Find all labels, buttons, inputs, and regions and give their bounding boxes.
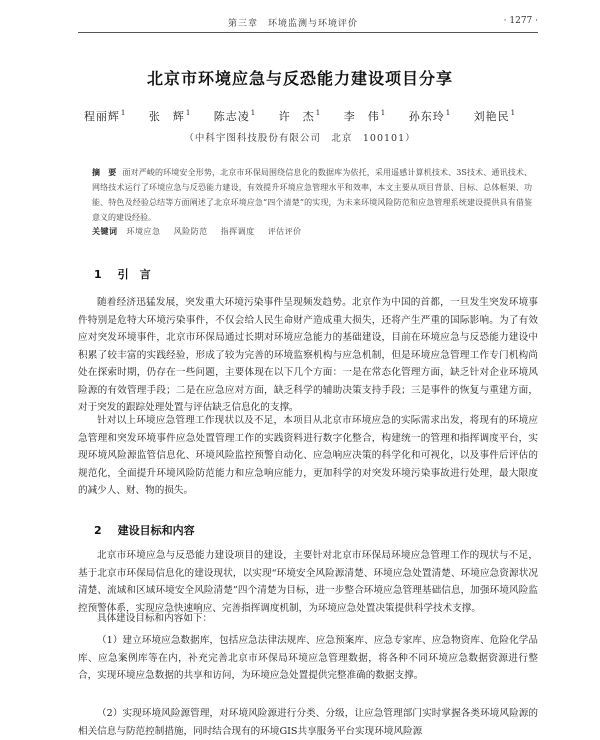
author-name: 孙东玲 — [408, 110, 445, 123]
keyword: 环境应急 — [126, 227, 161, 236]
affiliation: （中科宇图科技股份有限公司 北京 100101） — [184, 133, 416, 144]
author-affiliation-mark: 1 — [445, 109, 452, 118]
section-title: 建设目标和内容 — [117, 524, 195, 537]
author — [149, 110, 191, 123]
abstract-text: 面对严峻的环境安全形势，北京市环保局围绕信息化的数据库为依托，采用遥感计算机技术、3S技术、通讯技术、网络技术运行了环境应急与反恐能力建设，有效提升环境应急管理水平和效率，本文主要从项目背景、目标、总体框架、功能、特色及经验总结等方面阐述了北京环境应急“四个清楚”的实现，为未来环境风险防范和应急管理系统建设提供具有借鉴意义的建设经验。 — [92, 168, 532, 222]
author-affiliation-mark: 1 — [380, 109, 387, 118]
keyword: 风险防范 — [173, 227, 208, 236]
page-number: · 1277 · — [503, 16, 538, 26]
keyword: 评估评价 — [267, 227, 302, 236]
author-name: 程丽辉 — [83, 110, 120, 123]
abstract-label: 摘 要 — [92, 167, 117, 177]
section-heading-introduction — [94, 266, 151, 282]
section-number: 2 — [94, 524, 102, 537]
author — [344, 110, 386, 123]
running-header — [78, 14, 538, 33]
body-paragraph: 随着经济迅猛发展，突发重大环境污染事件呈现频发趋势。北京作为中国的首都，一旦发生突发环境事件特别是危特大环境污染事件，不仅会给人民生命财产造成重大损失，还将产生严重的国际影响。为了有效应对突发环境事件，北京市环保局通过长期对环境应急能力的基础建设，目前在环境应急与反恐能力建设中积累了较丰富的实践经验，形成了较为完善的环境监察机构与应急机制，但是环境应急管理工作专门机构尚处在探索时期，仍存在一些问题，主要体现在以下几个方面：一是在常态化管理方面，缺乏针对企业环境风险源的有效管理手段；二是在应急应对方面，缺乏科学的辅助决策支持手段；三是事件的恢复与重建方面，对于突发的跟踪处理处置与评估缺乏信息化的支撑。 — [78, 297, 538, 413]
author-name: 许 杰 — [278, 110, 315, 123]
author-list — [0, 108, 600, 124]
abstract — [92, 165, 532, 225]
author-affiliation-mark: 1 — [250, 109, 257, 118]
author — [214, 110, 256, 123]
keywords-label: 关键词 — [92, 226, 118, 236]
section-heading-goals — [94, 522, 195, 538]
author — [474, 110, 516, 123]
section-number: 1 — [94, 268, 102, 281]
body-paragraph: 北京市环境应急与反恐能力建设项目的建设，主要针对北京市环保局环境应急管理工作的现状与不足，基于北京市环保局信息化的建设现状，以实现“环境安全风险源清楚、环境应急处置清楚、环境应急资源状况清楚、流域和区域环境安全风险清楚”四个清楚为目标，进一步整合环境应急管理基础信息，加强环境风险监控预警体系，实现应急快速响应、完善指挥调度机制，为环境应急处置决策提供科学技术支撑。 — [78, 550, 538, 614]
keyword: 指挥调度 — [220, 227, 255, 236]
body-paragraph: （1）建立环境应急数据库，包括应急法律法规库、应急预案库、应急专家库、应急物资库、危险化学品库、应急案例库等在内，补充完善北京市环保局环境应急管理数据，将各种不同环境应急数据资源进行整合，实现环境应急数据的共享和访问，为环境应急处置提供完整准确的数据支撑。 — [78, 635, 538, 681]
author — [409, 110, 451, 123]
author-name: 刘艳民 — [473, 110, 510, 123]
author-name: 李 伟 — [343, 110, 380, 123]
body-paragraph: 针对以上环境应急管理工作现状以及不足，本项目从北京市环境应急的实际需求出发，将现有的环境应急管理和突发环境事件应急处置管理工作的实践资料进行数字化整合，构建统一的管理和指挥调度平台，实现环境风险源监管信息化、环境风险监控预警自动化、应急响应决策的科学化和可视化，以及事件后评估的规范化，全面提升环境风险防范能力和应急响应能力，更加科学的对突发环境污染事故进行处理，最大限度的减少人、财、物的损失。 — [78, 415, 538, 496]
author — [279, 110, 321, 123]
body-paragraph: 具体建设目标和内容如下： — [97, 613, 213, 624]
section-title: 引 言 — [117, 268, 151, 281]
keywords — [92, 226, 532, 237]
author-name: 陈志凌 — [213, 110, 250, 123]
author-affiliation-mark: 1 — [315, 109, 322, 118]
author-affiliation-mark: 1 — [510, 109, 517, 118]
body-paragraph: （2）实现环境风险源管理，对环境风险源进行分类、分级，让应急管理部门实时掌握各类环境风险源的相关信息与防范控制措施，同时结合现有的环境GIS共享服务平台实现环境风险源 — [78, 708, 538, 737]
author-affiliation-mark: 1 — [185, 109, 192, 118]
author-affiliation-mark: 1 — [120, 109, 127, 118]
running-header-chapter: 第三章 环境监测与环境评价 — [228, 19, 359, 29]
paper-title: 北京市环境应急与反恐能力建设项目分享 — [146, 69, 453, 88]
author-name: 张 辉 — [148, 110, 185, 123]
author — [84, 110, 126, 123]
